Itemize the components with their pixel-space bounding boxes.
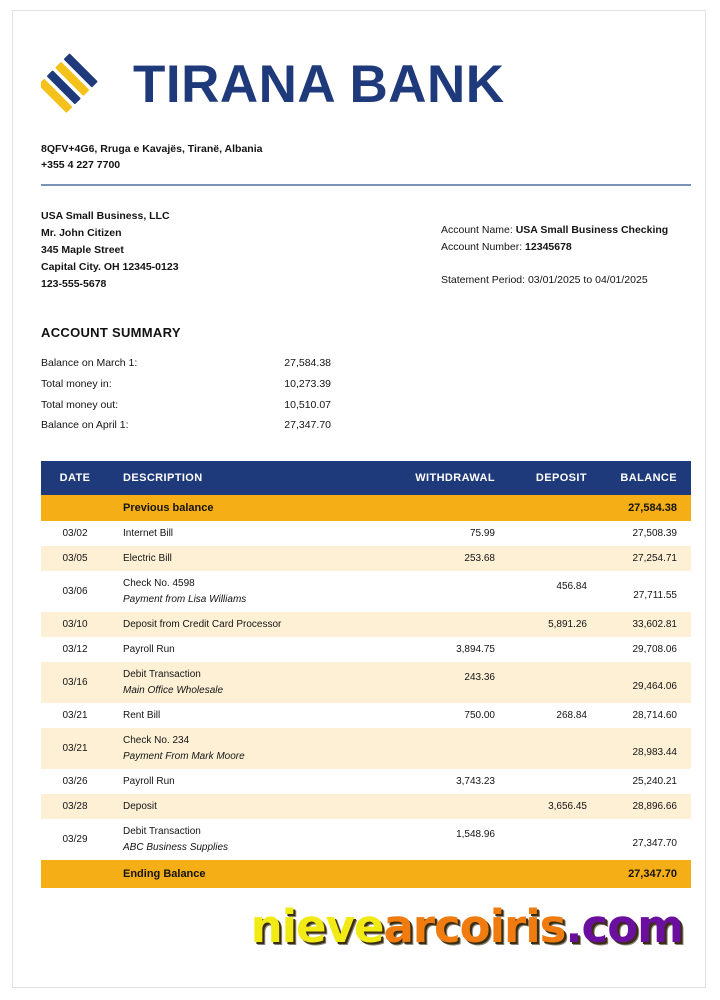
account-number-row [441, 239, 691, 256]
transaction-deposit [509, 819, 601, 860]
transaction-description [109, 662, 391, 703]
transaction-description [109, 819, 391, 860]
transaction-balance: 27,711.55 [601, 571, 691, 612]
transaction-description [109, 794, 391, 819]
previous-balance-row [41, 495, 691, 521]
transaction-withdrawal [391, 728, 509, 769]
transaction-deposit: 456.84 [509, 571, 601, 612]
transaction-date: 03/12 [41, 637, 109, 662]
transaction-deposit: 268.84 [509, 703, 601, 728]
transaction-description [109, 703, 391, 728]
transaction-row [41, 546, 691, 571]
summary-row [41, 374, 331, 395]
transaction-deposit: 3,656.45 [509, 794, 601, 819]
site-watermark [250, 900, 683, 953]
transaction-withdrawal: 243.36 [391, 662, 509, 703]
transaction-balance: 28,896.66 [601, 794, 691, 819]
customer-city-state-zip: Capital City. OH 12345-0123 [41, 260, 179, 273]
transaction-withdrawal [391, 794, 509, 819]
transaction-withdrawal [391, 571, 509, 612]
account-summary-table [41, 354, 331, 437]
column-header-description: DESCRIPTION [109, 461, 391, 495]
transaction-deposit [509, 521, 601, 546]
transaction-description-main: Deposit [123, 800, 157, 812]
transaction-description [109, 612, 391, 637]
transaction-withdrawal [391, 612, 509, 637]
ending-balance-row [41, 860, 691, 888]
summary-label: Balance on March 1: [41, 357, 138, 370]
account-summary-title: ACCOUNT SUMMARY [41, 324, 181, 340]
summary-label: Balance on April 1: [41, 419, 129, 432]
watermark-part-three: .com [565, 900, 683, 953]
ending-balance-withdrawal [391, 860, 509, 888]
transaction-row [41, 819, 691, 860]
transaction-description [109, 769, 391, 794]
account-number-label: Account Number: [441, 240, 523, 253]
transactions-body [41, 495, 691, 860]
account-name-row [441, 222, 691, 239]
previous-balance-label: Previous balance [109, 495, 391, 521]
summary-value: 10,273.39 [284, 377, 331, 390]
previous-balance-amount: 27,584.38 [601, 495, 691, 521]
transaction-row [41, 794, 691, 819]
transaction-balance: 33,602.81 [601, 612, 691, 637]
transaction-description [109, 521, 391, 546]
transaction-balance: 29,708.06 [601, 637, 691, 662]
customer-contact: Mr. John Citizen [41, 226, 122, 239]
customer-company: USA Small Business, LLC [41, 209, 170, 222]
transaction-withdrawal: 750.00 [391, 703, 509, 728]
transaction-description-main: Internet Bill [123, 527, 174, 539]
previous-balance-deposit [509, 495, 601, 521]
transaction-balance: 28,714.60 [601, 703, 691, 728]
column-header-balance: BALANCE [601, 461, 691, 495]
ending-balance-date [41, 860, 109, 888]
account-name-label: Account Name: [441, 223, 513, 236]
statement-header [41, 11, 691, 115]
transaction-date: 03/10 [41, 612, 109, 637]
summary-value: 27,347.70 [284, 419, 331, 432]
transactions-table [41, 461, 691, 888]
transaction-deposit: 5,891.26 [509, 612, 601, 637]
bank-name: TIRANA BANK [133, 54, 505, 114]
transaction-balance: 28,983.44 [601, 728, 691, 769]
transaction-deposit [509, 662, 601, 703]
ending-balance-amount: 27,347.70 [601, 860, 691, 888]
transaction-date: 03/05 [41, 546, 109, 571]
transaction-description-sub: Main Office Wholesale [123, 684, 224, 696]
transaction-balance: 27,508.39 [601, 521, 691, 546]
column-header-withdrawal: WITHDRAWAL [391, 461, 509, 495]
transaction-description [109, 546, 391, 571]
transaction-balance: 27,254.71 [601, 546, 691, 571]
transaction-row [41, 769, 691, 794]
transaction-row [41, 637, 691, 662]
transaction-deposit [509, 728, 601, 769]
transaction-row [41, 662, 691, 703]
transaction-description [109, 571, 391, 612]
transaction-description-main: Check No. 234 [123, 734, 190, 746]
transaction-deposit [509, 637, 601, 662]
transaction-description-sub: ABC Business Supplies [123, 841, 229, 853]
transaction-date: 03/28 [41, 794, 109, 819]
bank-address-line: 8QFV+4G6, Rruga e Kavajës, Tiranë, Albania [41, 143, 263, 155]
watermark-part-two: arcoiris [383, 900, 566, 953]
transaction-date: 03/29 [41, 819, 109, 860]
transaction-date: 03/02 [41, 521, 109, 546]
transaction-description-main: Payroll Run [123, 643, 175, 655]
transaction-description-main: Debit Transaction [123, 825, 201, 837]
transaction-row [41, 703, 691, 728]
customer-street: 345 Maple Street [41, 243, 124, 256]
diagonal-bars-logo-icon [41, 53, 113, 115]
previous-balance-date [41, 495, 109, 521]
transaction-row [41, 728, 691, 769]
header-divider [41, 184, 691, 186]
transaction-description [109, 637, 391, 662]
transaction-date: 03/06 [41, 571, 109, 612]
transaction-description-main: Rent Bill [123, 709, 161, 721]
transaction-description-main: Deposit from Credit Card Processor [123, 618, 282, 630]
watermark-part-one: nieve [250, 900, 384, 953]
ending-balance-label: Ending Balance [109, 860, 391, 888]
transaction-deposit [509, 546, 601, 571]
statement-period-value: 03/01/2025 to 04/01/2025 [527, 273, 648, 286]
summary-row [41, 416, 331, 437]
transaction-description [109, 728, 391, 769]
column-header-date: DATE [41, 461, 109, 495]
transaction-withdrawal: 3,894.75 [391, 637, 509, 662]
transaction-balance: 25,240.21 [601, 769, 691, 794]
bank-phone: +355 4 227 7700 [41, 159, 121, 172]
transaction-date: 03/21 [41, 703, 109, 728]
transaction-date: 03/16 [41, 662, 109, 703]
transaction-withdrawal: 1,548.96 [391, 819, 509, 860]
summary-label: Total money in: [41, 377, 112, 390]
bank-address-block [41, 141, 691, 174]
transaction-date: 03/26 [41, 769, 109, 794]
account-name-value: USA Small Business Checking [515, 223, 669, 236]
previous-balance-withdrawal [391, 495, 509, 521]
parties-section [41, 208, 691, 293]
summary-row [41, 395, 331, 416]
transaction-row [41, 612, 691, 637]
transaction-withdrawal: 75.99 [391, 521, 509, 546]
transaction-row [41, 521, 691, 546]
transaction-deposit [509, 769, 601, 794]
transaction-description-sub: Payment from Lisa Williams [123, 593, 247, 605]
transaction-withdrawal: 3,743.23 [391, 769, 509, 794]
summary-value: 10,510.07 [284, 398, 331, 411]
account-number-value: 12345678 [525, 240, 572, 253]
transaction-description-main: Check No. 4598 [123, 577, 195, 589]
ending-balance-deposit [509, 860, 601, 888]
column-header-deposit: DEPOSIT [509, 461, 601, 495]
transaction-balance: 27,347.70 [601, 819, 691, 860]
statement-period-label: Statement Period: [441, 273, 526, 286]
transaction-balance: 29,464.06 [601, 662, 691, 703]
transaction-row [41, 571, 691, 612]
transaction-description-main: Payroll Run [123, 775, 175, 787]
customer-phone: 123-555-5678 [41, 277, 107, 290]
summary-value: 27,584.38 [284, 357, 331, 370]
transaction-description-sub: Payment From Mark Moore [123, 750, 245, 762]
transaction-withdrawal: 253.68 [391, 546, 509, 571]
transactions-header-row [41, 461, 691, 495]
transaction-description-main: Electric Bill [123, 552, 172, 564]
statement-period-row [441, 272, 691, 289]
summary-label: Total money out: [41, 398, 119, 411]
summary-row [41, 354, 331, 375]
transaction-description-main: Debit Transaction [123, 668, 201, 680]
statement-page [12, 10, 706, 988]
transaction-date: 03/21 [41, 728, 109, 769]
account-details-block [441, 208, 691, 293]
customer-address-block [41, 208, 179, 293]
